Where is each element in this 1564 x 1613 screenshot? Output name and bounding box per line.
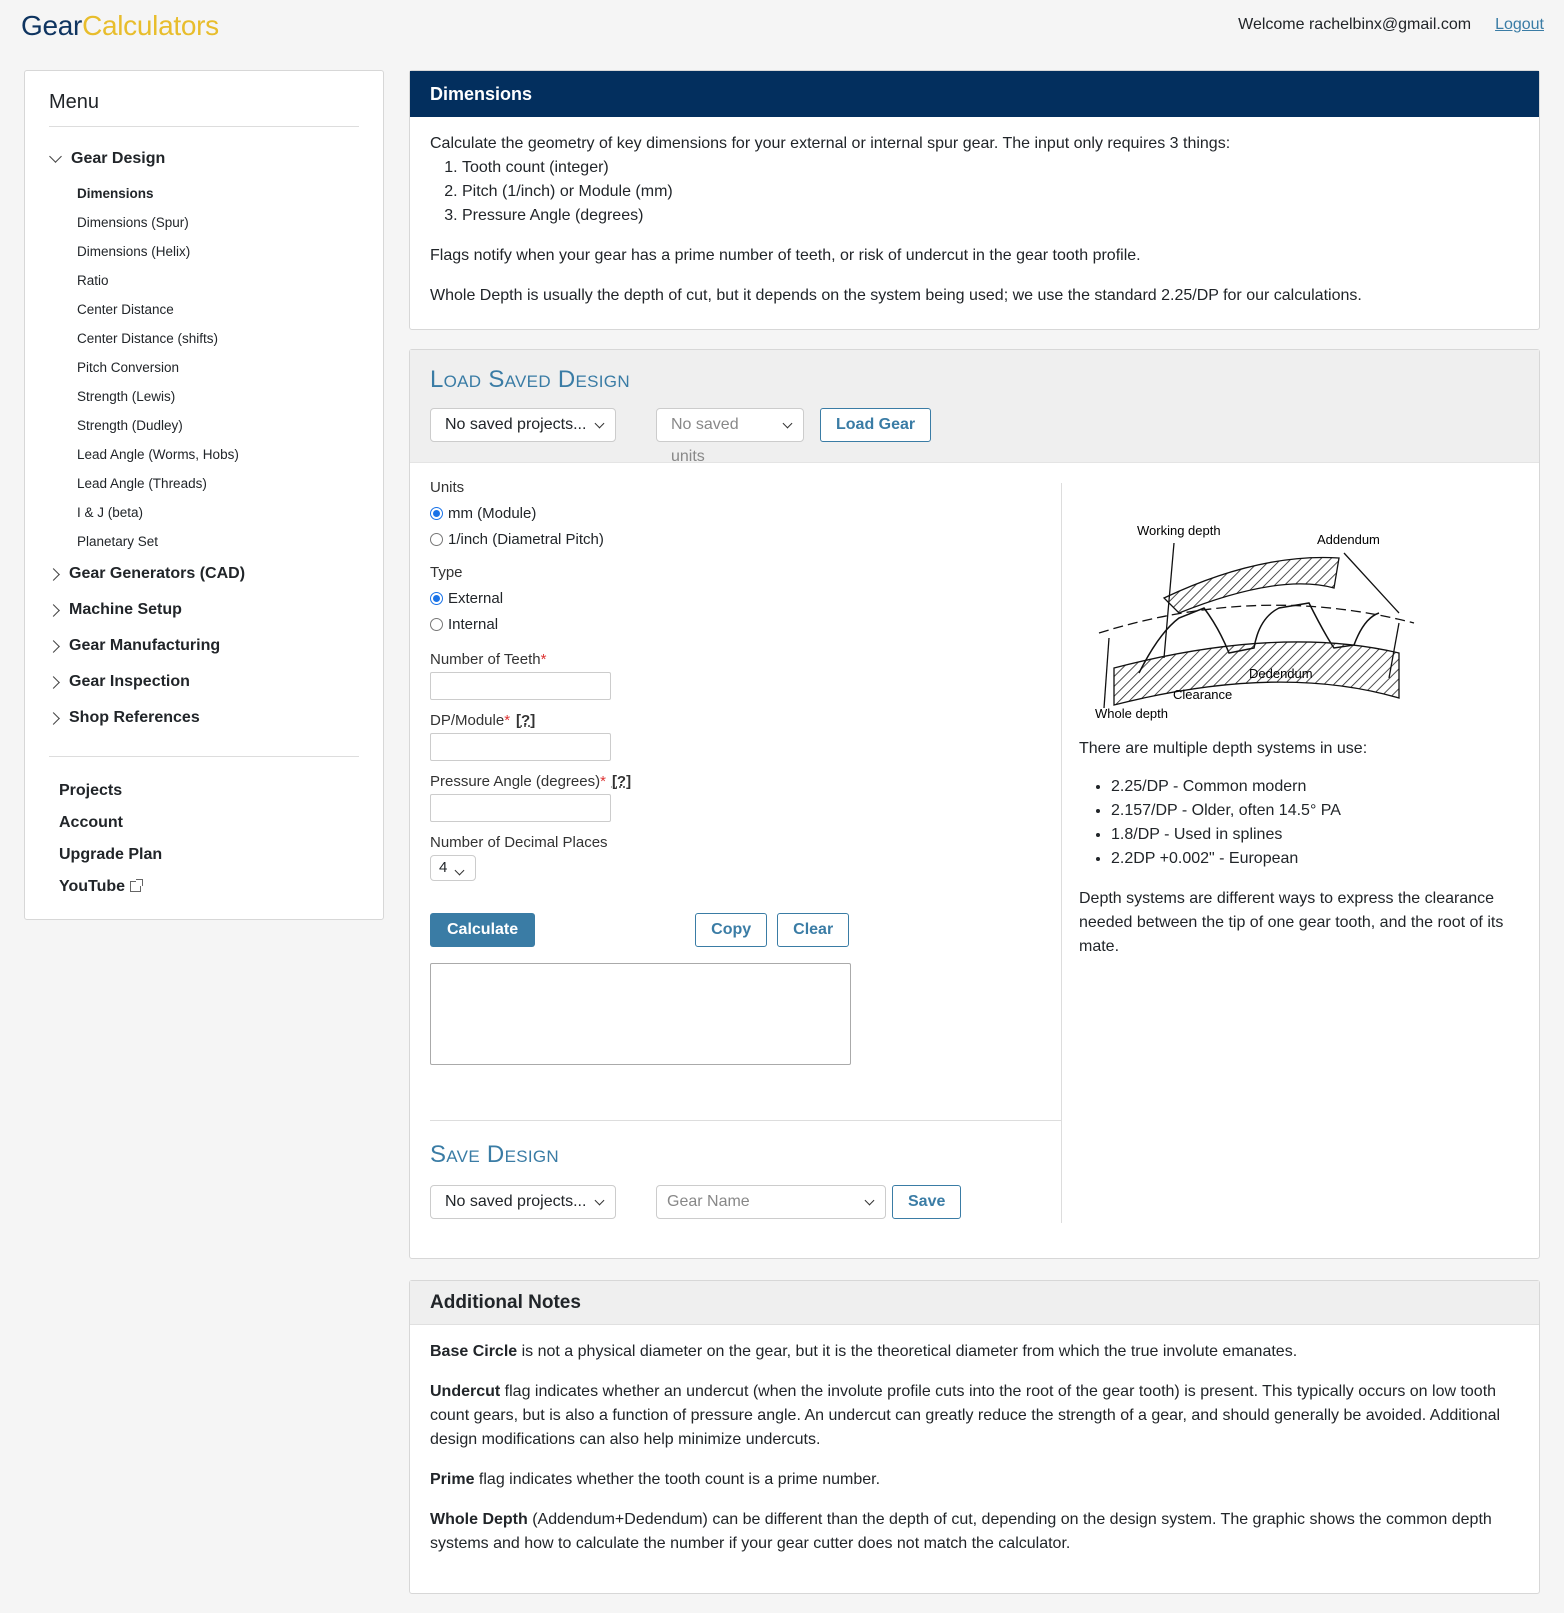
help-link[interactable]: [?] (611, 773, 632, 790)
intro-lead: Calculate the geometry of key dimensions for your external or internal spur gear. The input only requires 3 things: (430, 135, 1231, 152)
gear-name-input[interactable] (656, 1185, 886, 1219)
radio-label: 1/inch (Diametral Pitch) (448, 530, 604, 548)
welcome-text: Welcome rachelbinx@gmail.com (1238, 16, 1472, 33)
chevron-right-icon (47, 568, 60, 581)
divider (49, 756, 359, 757)
load-title: Load Saved Design (430, 366, 630, 393)
sidebar-item-dimensions-spur[interactable]: Dimensions (Spur) (77, 215, 189, 230)
teeth-label (430, 651, 1061, 668)
sidebar-section-gear-manufacturing[interactable] (49, 628, 359, 664)
required-marker: * (600, 773, 606, 790)
sidebar-item-center-distance[interactable]: Center Distance (77, 302, 174, 317)
chevron-right-icon (47, 676, 60, 689)
load-units-select[interactable]: No saved units (656, 408, 804, 442)
link-upgrade-plan[interactable]: Upgrade Plan (59, 846, 163, 863)
calculator-card (409, 349, 1540, 1259)
note-term: Base Circle (430, 1343, 518, 1360)
depth-systems-outro: Depth systems are different ways to express the clearance needed between the tip of one gear tooth, and the root of its mate. (1079, 890, 1504, 955)
dp-module-label (430, 712, 1061, 729)
decimal-places-select[interactable]: 4 (430, 855, 476, 881)
radio-internal[interactable] (430, 611, 1061, 637)
intro-whole-depth-text: Whole Depth is usually the depth of cut, but it depends on the system being used; we use the standard 2.25/DP for our calculations. (430, 287, 1362, 304)
decimal-places-label: Number of Decimal Places (430, 834, 608, 851)
note-base-circle (430, 1340, 1519, 1364)
sidebar-section-gear-design[interactable] (49, 141, 359, 177)
list-item: • 2.157/DP - Older, often 14.5° PA (1111, 799, 1524, 823)
youtube-label: YouTube (59, 878, 126, 895)
results-textarea[interactable] (430, 963, 851, 1065)
link-projects[interactable]: Projects (59, 782, 123, 799)
copy-button[interactable]: Copy (695, 913, 767, 947)
clear-button[interactable]: Clear (777, 913, 849, 947)
chevron-right-icon (47, 712, 60, 725)
depth-info (1079, 483, 1524, 959)
radio-label: External (448, 589, 504, 607)
note-text: is not a physical diameter on the gear, but it is the theoretical diameter from which the true involute emanates. (517, 1343, 1298, 1360)
depth-systems-intro: There are multiple depth systems in use: (1079, 740, 1368, 757)
sidebar-menu (24, 70, 384, 920)
pressure-angle-label (430, 773, 1061, 790)
list-item: • 2.25/DP - Common modern (1111, 775, 1524, 799)
chevron-right-icon (47, 640, 60, 653)
label-text: DP/Module (430, 712, 505, 729)
note-text: (Addendum+Dedendum) can be different than the depth of cut, depending on the design system. The graphic shows the common depth systems and how to calculate the number if your gear cutter does not match the calculator. (430, 1511, 1492, 1552)
intro-flags-text: Flags notify when your gear has a prime number of teeth, or risk of undercut in the gear tooth profile. (430, 247, 1141, 264)
sidebar-item-center-distance-shifts[interactable]: Center Distance (shifts) (77, 331, 219, 346)
sidebar-section-gear-generators[interactable] (49, 556, 359, 592)
sidebar-item-strength-lewis[interactable]: Strength (Lewis) (77, 389, 176, 404)
section-label: Machine Setup (69, 601, 182, 618)
section-label: Gear Generators (CAD) (69, 565, 246, 582)
label-addendum: Addendum (1317, 532, 1380, 547)
radio-unchecked-icon (430, 618, 443, 631)
link-account[interactable]: Account (59, 814, 123, 831)
link-youtube[interactable] (49, 871, 359, 903)
gear-depth-diagram (1079, 513, 1419, 733)
radio-diametral-pitch[interactable] (430, 526, 1061, 552)
page-title: Dimensions (410, 71, 1539, 117)
note-text: flag indicates whether an undercut (when the involute profile cuts into the root of the gear tooth) is present. This typically occurs on low tooth count gears, but is also a function of pressure angle. An undercut can greatly reduce the strength of a gear, and should generally be avoided. Additional design modifications can also help minimize undercuts. (430, 1383, 1501, 1448)
radio-mm-module[interactable] (430, 500, 1061, 526)
sidebar-item-planetary-set[interactable]: Planetary Set (77, 534, 159, 549)
gear-design-submenu (49, 179, 359, 556)
label-text: Number of Teeth (430, 651, 541, 668)
label-clearance: Clearance (1173, 687, 1233, 702)
type-label: Type (430, 564, 463, 581)
note-text: flag indicates whether the tooth count is a prime number. (474, 1471, 881, 1488)
logo[interactable] (21, 10, 219, 42)
sidebar-item-dimensions-helix[interactable]: Dimensions (Helix) (77, 244, 191, 259)
note-whole-depth (430, 1508, 1519, 1556)
additional-notes-card (409, 1280, 1540, 1594)
logo-gear: Gear (21, 10, 83, 41)
label-dedendum: Dedendum (1249, 666, 1313, 681)
note-prime (430, 1468, 1519, 1492)
load-gear-button[interactable]: Load Gear (820, 408, 931, 442)
load-project-select[interactable]: No saved projects... (430, 408, 616, 442)
radio-checked-icon (430, 592, 443, 605)
note-undercut (430, 1380, 1519, 1452)
placeholder-text: Gear Name (667, 1193, 750, 1210)
note-term: Prime (430, 1471, 475, 1488)
calculate-button[interactable]: Calculate (430, 913, 535, 947)
sidebar-item-strength-dudley[interactable]: Strength (Dudley) (77, 418, 183, 433)
sidebar-item-pitch-conversion[interactable]: Pitch Conversion (77, 360, 180, 375)
chevron-right-icon (47, 604, 60, 617)
list-item: 3. Pressure Angle (degrees) (462, 204, 1519, 228)
save-button[interactable]: Save (892, 1185, 961, 1219)
number-of-teeth-input[interactable] (430, 672, 611, 700)
label-whole-depth: Whole depth (1095, 706, 1168, 721)
radio-label: Internal (448, 615, 499, 633)
required-marker: * (504, 712, 511, 729)
list-item: • 2.2DP +0.002" - European (1111, 847, 1524, 871)
list-item: 1. Tooth count (integer) (462, 156, 1519, 180)
label-working-depth: Working depth (1137, 523, 1221, 538)
radio-checked-icon (430, 507, 443, 520)
sidebar-section-gear-inspection[interactable] (49, 664, 359, 700)
sidebar-item-lead-angle-worms[interactable]: Lead Angle (Worms, Hobs) (77, 447, 239, 462)
radio-unchecked-icon (430, 533, 443, 546)
menu-title: Menu (49, 91, 359, 127)
label-text: Pressure Angle (degrees) (430, 773, 601, 790)
save-design (430, 1120, 1062, 1219)
sidebar-item-i-j[interactable]: I & J (beta) (77, 505, 144, 520)
note-term: Undercut (430, 1383, 501, 1400)
pressure-angle-input[interactable] (430, 794, 611, 822)
logout-link[interactable]: Logout (1495, 16, 1544, 33)
list-item: • 1.8/DP - Used in splines (1111, 823, 1524, 847)
sidebar-item-ratio[interactable]: Ratio (77, 273, 109, 288)
calculator-form (430, 479, 1062, 1223)
section-label: Shop References (69, 709, 200, 726)
help-link[interactable]: [?] (516, 712, 536, 729)
section-label: Gear Design (71, 150, 166, 167)
required-marker: * (540, 651, 547, 668)
input-requirements-list (430, 156, 1519, 228)
save-title: Save Design (430, 1141, 559, 1168)
intro-card (409, 70, 1540, 330)
save-project-select[interactable]: No saved projects... (430, 1185, 616, 1219)
load-saved-design (410, 350, 1539, 463)
chevron-down-icon (49, 150, 62, 163)
logo-calculators: Calculators (82, 10, 219, 41)
radio-external[interactable] (430, 585, 1061, 611)
depth-systems-list (1079, 775, 1524, 871)
sidebar-item-dimensions[interactable]: Dimensions (77, 186, 154, 201)
account-links (49, 775, 359, 903)
dp-module-input[interactable] (430, 733, 611, 761)
section-label: Gear Inspection (69, 673, 190, 690)
units-label: Units (430, 479, 465, 496)
sidebar-item-lead-angle-threads[interactable]: Lead Angle (Threads) (77, 476, 207, 491)
user-area (1238, 16, 1544, 34)
notes-title: Additional Notes (410, 1281, 1539, 1325)
note-term: Whole Depth (430, 1511, 528, 1528)
list-item: 2. Pitch (1/inch) or Module (mm) (462, 180, 1519, 204)
sidebar-section-machine-setup[interactable] (49, 592, 359, 628)
radio-label: mm (Module) (448, 504, 537, 522)
sidebar-section-shop-references[interactable] (49, 700, 359, 736)
section-label: Gear Manufacturing (69, 637, 221, 654)
external-link-icon (130, 881, 141, 892)
